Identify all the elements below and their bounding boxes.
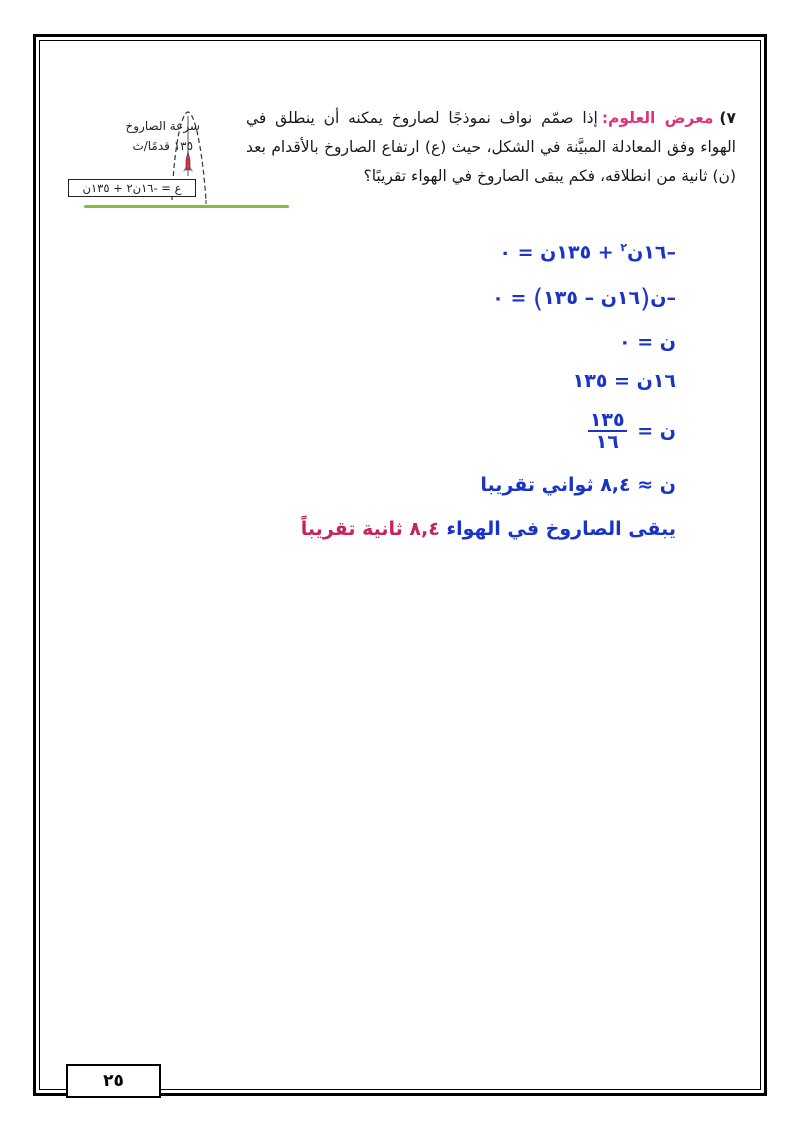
height-equation-box: ع = -١٦ن٢ + ١٣٥ن: [68, 179, 196, 197]
step1-term1: –١٦ن: [627, 241, 676, 264]
solution-step-2: [492, 286, 676, 312]
problem-number: ٧): [719, 109, 736, 127]
solution-step-5: [588, 410, 676, 452]
step2-inner: ١٦ن – ١٣٥: [543, 287, 641, 309]
final-answer: [301, 518, 676, 540]
problem-text: إذا صمّم نواف نموذجًا لصاروخ يمكنه أن ينطلق في الهواء وفق المعادلة المبيَّنة في الشكل، حيث (ع) ارتفاع الصاروخ بالأقدام بعد (ن) ثانية من انطلاقه، فكم يبقى الصاروخ في الهواء تقريبًا؟: [246, 109, 736, 185]
step2-rhs: = ٠: [492, 287, 527, 309]
step5-lhs: ن =: [637, 420, 676, 442]
step2-open-paren: (: [640, 284, 651, 314]
page-number: ٢٥: [66, 1064, 161, 1098]
problem-tag: معرض العلوم:: [601, 109, 714, 127]
rocket-speed-label: [126, 116, 200, 156]
final-answer-value: ٨,٤ ثانية تقريباً: [300, 518, 440, 540]
problem-statement: [246, 104, 736, 191]
highlight-underline: [84, 205, 289, 208]
rocket-figure: [68, 104, 228, 216]
step1-exponent: ٢: [620, 241, 628, 254]
solution-step-6: ن ≈ ٨,٤ ثواني تقريبا: [480, 474, 676, 496]
fraction: [588, 410, 627, 452]
solution-step-3: ن = ٠: [619, 331, 676, 353]
final-answer-lead: يبقى الصاروخ في الهواء: [446, 518, 676, 540]
fraction-denominator: ١٦: [595, 431, 619, 453]
step2-factor: –ن: [650, 287, 676, 309]
rocket-speed-value: ١٣٥ قدمًا/ث: [132, 139, 194, 153]
step1-term2: + ١٣٥ن = ٠: [499, 241, 614, 264]
rocket-speed-title: سرعة الصاروخ: [125, 119, 200, 133]
fraction-numerator: ١٣٥: [589, 409, 625, 431]
solution-step-4: ١٦ن = ١٣٥: [572, 370, 676, 392]
step2-close-paren: ): [533, 284, 544, 314]
solution-step-1: [499, 241, 676, 263]
